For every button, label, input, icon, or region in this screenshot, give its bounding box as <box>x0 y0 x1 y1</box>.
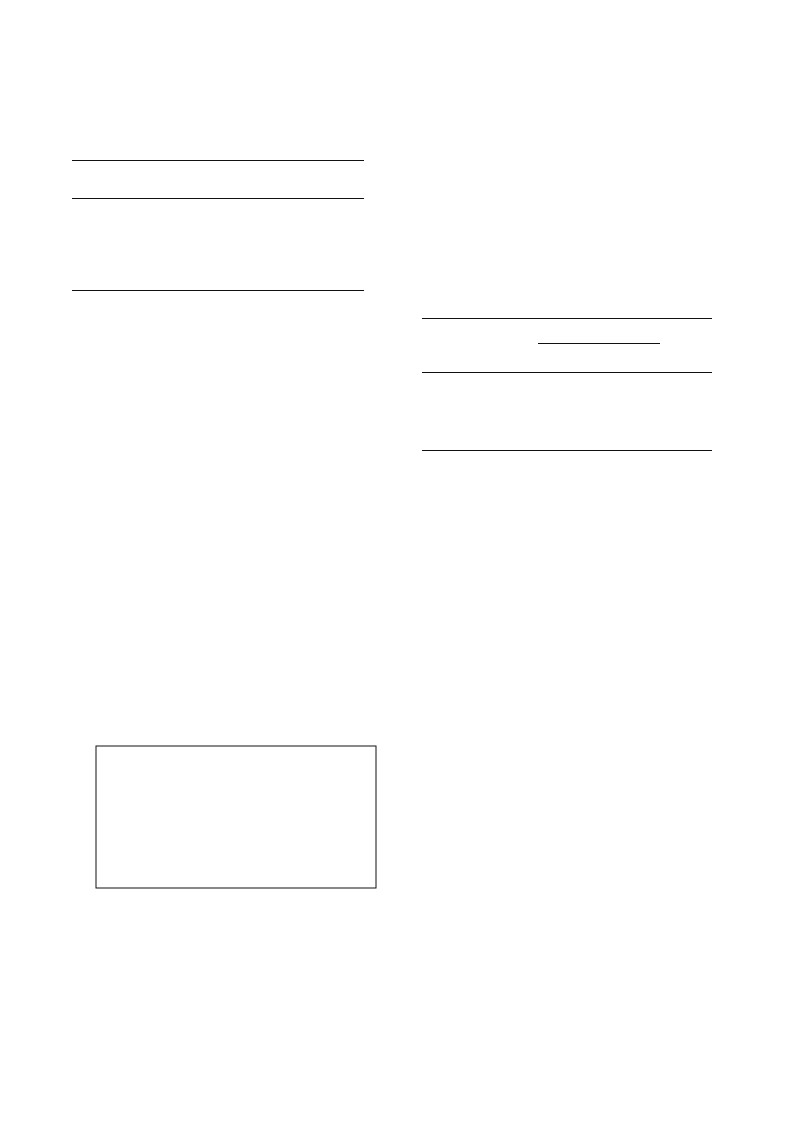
table1-top-rule <box>72 160 364 161</box>
table1-bottom-rule <box>72 290 364 291</box>
table2-top-rule <box>422 318 712 319</box>
plot-frame <box>96 746 376 888</box>
table2-mid-rule <box>422 372 712 373</box>
raman-chart <box>60 740 380 920</box>
table1-mid-rule <box>72 198 364 199</box>
table2-selectivity-rule <box>538 343 660 344</box>
table2-bottom-rule <box>422 450 712 451</box>
